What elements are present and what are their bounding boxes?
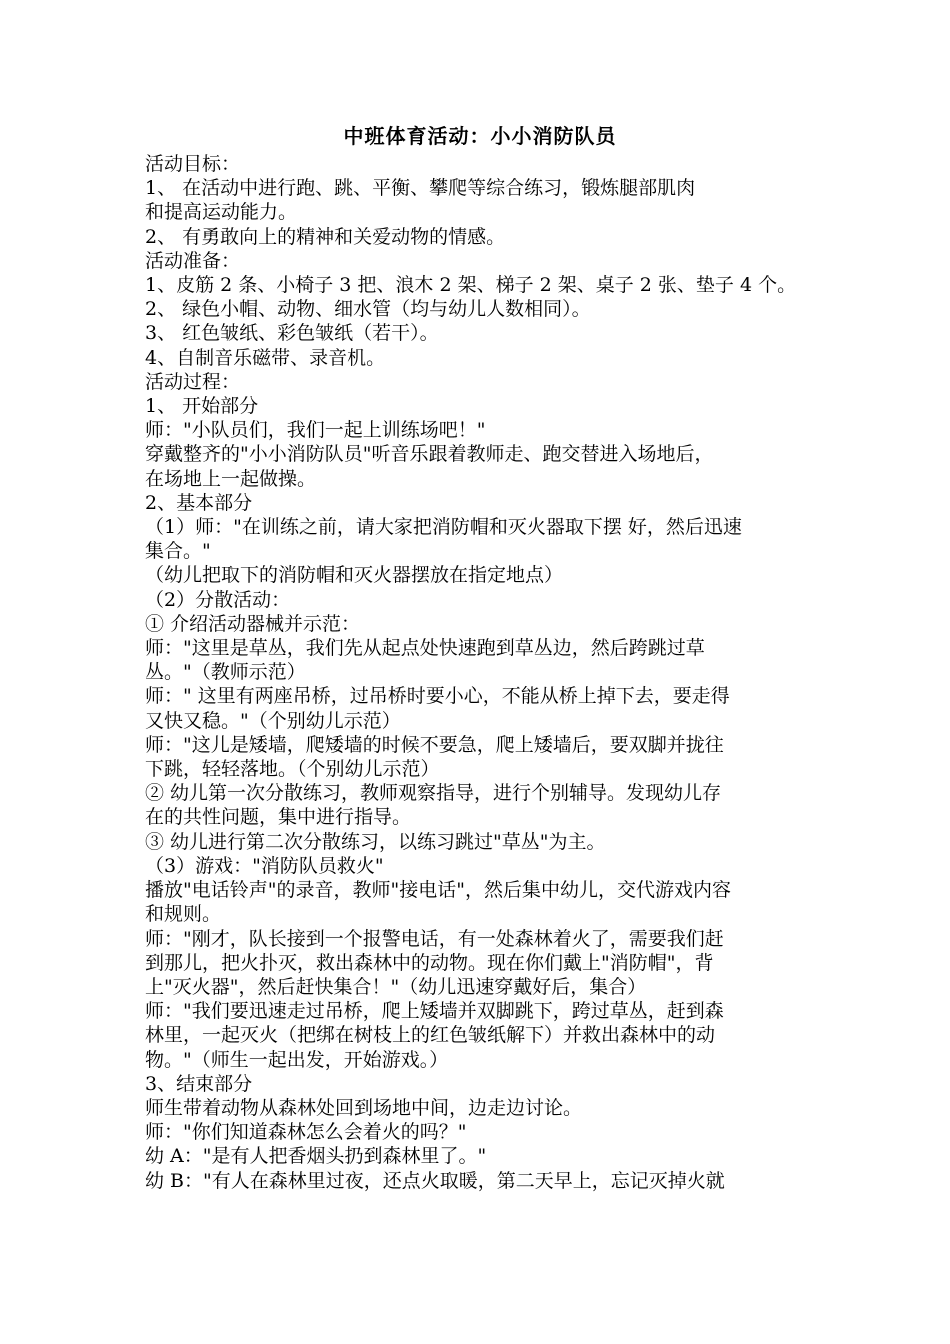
- text-line: 师："我们要迅速走过吊桥，爬上矮墙并双脚跳下，跨过草丛，赶到森: [145, 1000, 724, 1023]
- text-line: 集合。": [145, 540, 211, 563]
- text-line: 4、自制音乐磁带、录音机。: [145, 346, 386, 369]
- text-line: 幼 A："是有人把香烟头扔到森林里了。": [145, 1145, 487, 1168]
- text-line: 2、 有勇敢向上的精神和关爱动物的情感。: [145, 225, 506, 248]
- text-line: 活动过程：: [145, 370, 241, 393]
- document-title: 中班体育活动：小小消防队员: [343, 124, 617, 148]
- text-line: 师：" 这里有两座吊桥，过吊桥时要小心，不能从桥上掉下去，要走得: [145, 685, 730, 708]
- text-line: 师："这儿是矮墙，爬矮墙的时候不要急，爬上矮墙后，要双脚并拢往: [145, 733, 724, 756]
- text-line: 活动准备：: [145, 249, 241, 272]
- text-line: ② 幼儿第一次分散练习，教师观察指导，进行个别辅导。发现幼儿存: [145, 782, 722, 805]
- text-line: 师："你们知道森林怎么会着火的吗？": [145, 1121, 467, 1144]
- text-line: 在的共性问题，集中进行指导。: [145, 806, 412, 829]
- text-line: 穿戴整齐的"小小消防队员"听音乐跟着教师走、跑交替进入场地后，: [145, 443, 714, 466]
- text-line: （1）师："在训练之前，请大家把消防帽和灭火器取下摆 好，然后迅速: [145, 516, 742, 539]
- text-line: 师："小队员们，我们一起上训练场吧！": [145, 419, 486, 442]
- text-line: ① 介绍活动器械并示范：: [145, 612, 361, 635]
- text-line: 3、结束部分: [145, 1072, 253, 1095]
- text-line: ③ 幼儿进行第二次分散练习，以练习跳过"草丛"为主。: [145, 830, 606, 853]
- text-line: 丛。"（教师示范）: [145, 661, 306, 684]
- text-line: （2）分散活动：: [145, 588, 291, 611]
- text-line: 又快又稳。"（个别幼儿示范）: [145, 709, 401, 732]
- text-line: 上"灭火器"，然后赶快集合！"（幼儿迅速穿戴好后，集合）: [145, 975, 647, 998]
- document-page: [145, 120, 815, 1193]
- text-line: 到那儿，把火扑灭，救出森林中的动物。现在你们戴上"消防帽"，背: [145, 951, 714, 974]
- text-line: 活动目标：: [145, 153, 241, 175]
- text-line: 在场地上一起做操。: [145, 467, 317, 490]
- text-line: 下跳，轻轻落地。（个别幼儿示范）: [145, 758, 440, 781]
- text-line: 2、 绿色小帽、动物、细水管（均与幼儿人数相同）。: [145, 298, 591, 321]
- text-line: 幼 B："有人在森林里过夜，还点火取暖，第二天早上，忘记灭掉火就: [145, 1169, 725, 1192]
- text-line: 林里，一起灭火（把绑在树枝上的红色皱纸解下）并救出森林中的动: [145, 1024, 716, 1047]
- text-line: 物。"（师生一起出发，开始游戏。）: [145, 1048, 449, 1071]
- text-line: 和规则。: [145, 903, 222, 926]
- text-line: （3）游戏："消防队员救火": [145, 854, 384, 877]
- text-line: 2、基本部分: [145, 491, 253, 514]
- text-line: 师："这里是草丛，我们先从起点处快速跑到草丛边，然后跨跳过草: [145, 637, 705, 660]
- text-line: 1、 在活动中进行跑、跳、平衡、攀爬等综合练习，锻炼腿部肌肉: [145, 177, 696, 200]
- text-line: （幼儿把取下的消防帽和灭火器摆放在指定地点）: [145, 564, 564, 587]
- text-line: 1、 开始部分: [145, 395, 259, 418]
- document-body: [145, 152, 815, 1193]
- text-line: 3、 红色皱纸、彩色皱纸（若干）。: [145, 322, 439, 345]
- text-line: 师："刚才，队长接到一个报警电话，有一处森林着火了，需要我们赶: [145, 927, 724, 950]
- text-line: 1、皮筋 2 条、小椅子 3 把、浪木 2 架、梯子 2 架、桌子 2 张、垫子 4 个。: [145, 274, 797, 297]
- text-line: 和提高运动能力。: [145, 201, 298, 224]
- text-line: 师生带着动物从森林处回到场地中间，边走边讨论。: [145, 1096, 583, 1119]
- text-line: 播放"电话铃声"的录音，教师"接电话"，然后集中幼儿，交代游戏内容: [145, 879, 731, 902]
